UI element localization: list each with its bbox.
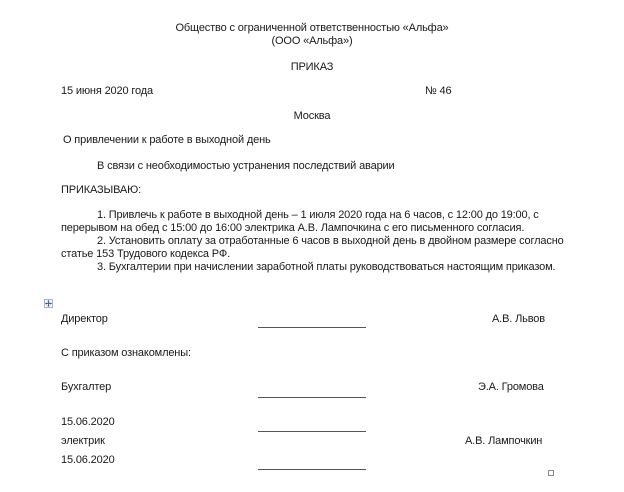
- accountant-date: 15.06.2020: [61, 416, 115, 428]
- electrician-signature-line-top: [258, 431, 366, 433]
- electrician-date: 15.06.2020: [61, 454, 115, 466]
- order-item-1: 1. Привлечь к работе в выходной день – 1 июля 2020 года на 6 часов, с 12:00 до 19:00, с перерывом на обед с 15:00 до 16:00 электрика А.В. Лампочкина с его письменного согласия.: [61, 209, 539, 234]
- order-item-2: 2. Установить оплату за отработанные 6 часов в выходной день в двойном размере согласно статье 153 Трудового кодекса РФ.: [61, 235, 564, 260]
- acknowledged-label: С приказом ознакомлены:: [61, 347, 191, 359]
- order-city: Москва: [293, 110, 331, 122]
- order-title: ПРИКАЗ: [290, 61, 334, 73]
- company-full-name: Общество с ограниченной ответственностью «Альфа»: [175, 22, 449, 34]
- resize-square-icon[interactable]: [548, 470, 554, 476]
- accountant-role: Бухгалтер: [61, 381, 112, 393]
- order-item-3: 3. Бухгалтерии при начислении заработной платы руководствоваться настоящим приказом.: [97, 261, 556, 273]
- electrician-signature-line: [258, 469, 366, 471]
- order-subject: О привлечении к работе в выходной день: [63, 134, 271, 146]
- accountant-name: Э.А. Громова: [478, 381, 544, 393]
- accountant-signature-line: [258, 397, 366, 399]
- director-role: Директор: [61, 313, 108, 325]
- order-date: 15 июня 2020 года: [61, 85, 153, 97]
- company-short-name: (ООО «Альфа»): [271, 35, 353, 47]
- move-arrows-icon: [45, 300, 52, 307]
- table-move-handle[interactable]: [44, 299, 53, 308]
- order-command: ПРИКАЗЫВАЮ:: [61, 184, 141, 196]
- electrician-name: А.В. Лампочкин: [465, 435, 543, 447]
- electrician-role: электрик: [61, 435, 105, 447]
- director-name: А.В. Львов: [492, 313, 545, 325]
- order-preamble: В связи с необходимостью устранения последствий аварии: [97, 160, 395, 172]
- order-number: № 46: [425, 85, 452, 97]
- director-signature-line: [258, 327, 366, 329]
